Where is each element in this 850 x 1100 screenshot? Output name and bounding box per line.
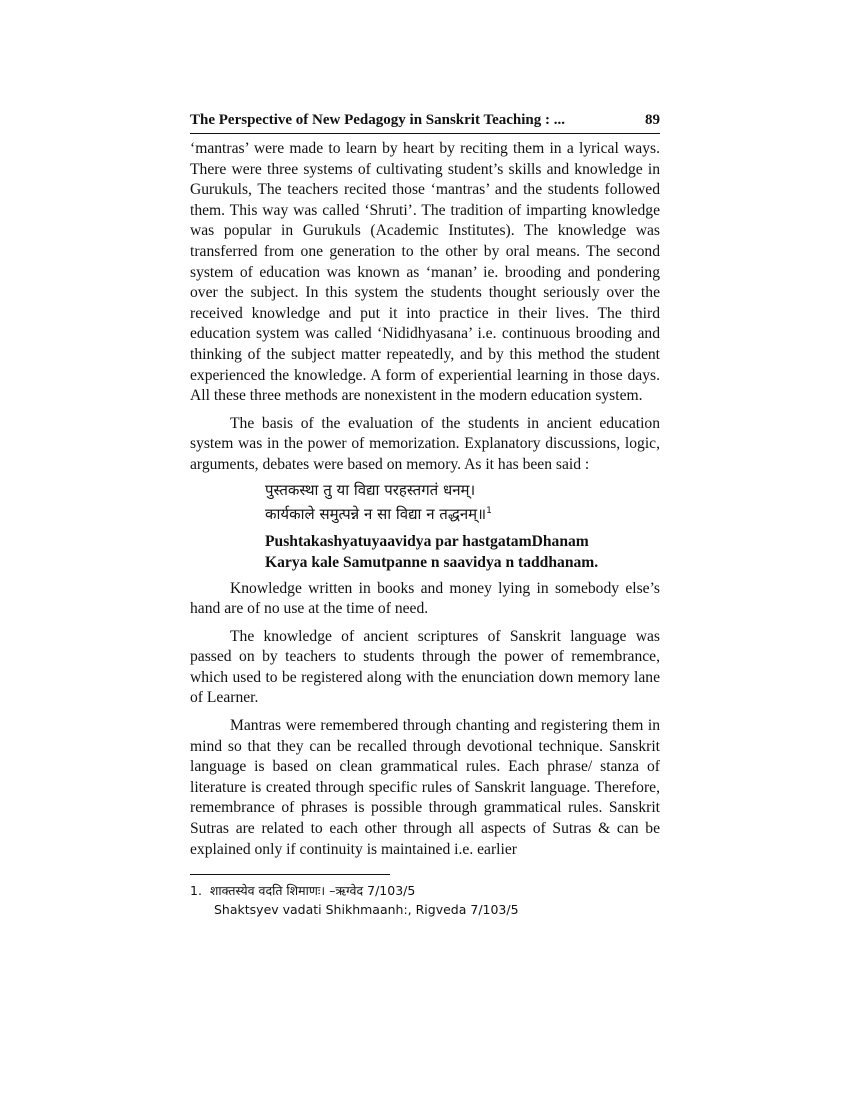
paragraph-4: The knowledge of ancient scriptures of Sanskrit language was passed on by teachers to students through the power of remembrance, which used to be registered along with the enunciation down memory lane of Learner. [190, 627, 660, 707]
footnote-sanskrit: शाक्तस्येव वदति शिमाणः। –ऋग्वेद 7/103/5 [209, 883, 416, 899]
paragraph-2: The basis of the evaluation of the students in ancient education system was in the power of memorization. Explanatory discussions, logic, arguments, debates were based on memory. As it has been said : [190, 414, 660, 473]
footnote-marker: 1 [486, 505, 492, 516]
paragraph-5: Mantras were remembered through chanting and registering them in mind so that they can be recalled through devotional technique. Sanskrit language is based on clean grammatical rules. Each phrase/ stanza of literature is created through specific rules of Sanskrit language. Therefore, remembrance of phrases is possible through grammatical rules. Sanskrit Sutras are related to each other through all aspects of Sutras & can be explained only if continuity is maintained i.e. earlier [190, 717, 660, 858]
paragraph-1: ‘mantras’ were made to learn by heart by reciting them in a lyrical ways. There were three systems of cultivating student’s skills and knowledge in Gurukuls, The teachers recited those ‘mantras’ and the students followed them. This way was called ‘Shruti’. The tradition of imparting knowledge was popular in Gurukuls (Academic Institutes). The knowledge was transferred from one generation to the other by oral means. The second system of education was known as ‘manan’ ie. brooding and pondering over the subject. In this system the students thought seriously over the received knowledge and put it into practice in their lives. The third education system was called ‘Nididhyasana’ i.e. continuous brooding and thinking of the subject matter repeatedly, and by this method the student experienced the knowledge. A form of experiential learning in those days. All these three methods are nonexistent in the modern education system. [190, 140, 660, 405]
running-title: The Perspective of New Pedagogy in Sanskrit Teaching : ... [190, 112, 565, 128]
verse-line-2: कार्यकाले समुत्पन्ने न सा विद्या न तद्धनम्॥ [265, 504, 487, 523]
transliteration-line-2: Karya kale Samutpanne n saavidya n taddhanam. [265, 553, 599, 571]
paragraph-3: Knowledge written in books and money lying in somebody else’s hand are of no use at the time of need. [190, 579, 660, 618]
transliteration-line-1: Pushtakashyatuyaavidya par hastgatamDhanam [265, 532, 589, 550]
transliteration [265, 531, 660, 573]
footnote-line-1 [190, 881, 660, 900]
verse-line-1: पुस्तकस्था तु या विद्या परहस्तगतं धनम्। [265, 480, 476, 499]
sanskrit-verse [265, 480, 660, 525]
footnote-divider [190, 874, 390, 875]
footnote-transliteration: Shaktsyev vadati Shikhmaanh:, Rigveda 7/103/5 [214, 902, 519, 918]
footnote-number: 1. [190, 883, 202, 899]
footnote [190, 881, 660, 919]
running-header [190, 112, 660, 134]
page [190, 112, 660, 919]
page-number: 89 [645, 112, 660, 128]
verse-line-2-wrap [265, 501, 660, 525]
